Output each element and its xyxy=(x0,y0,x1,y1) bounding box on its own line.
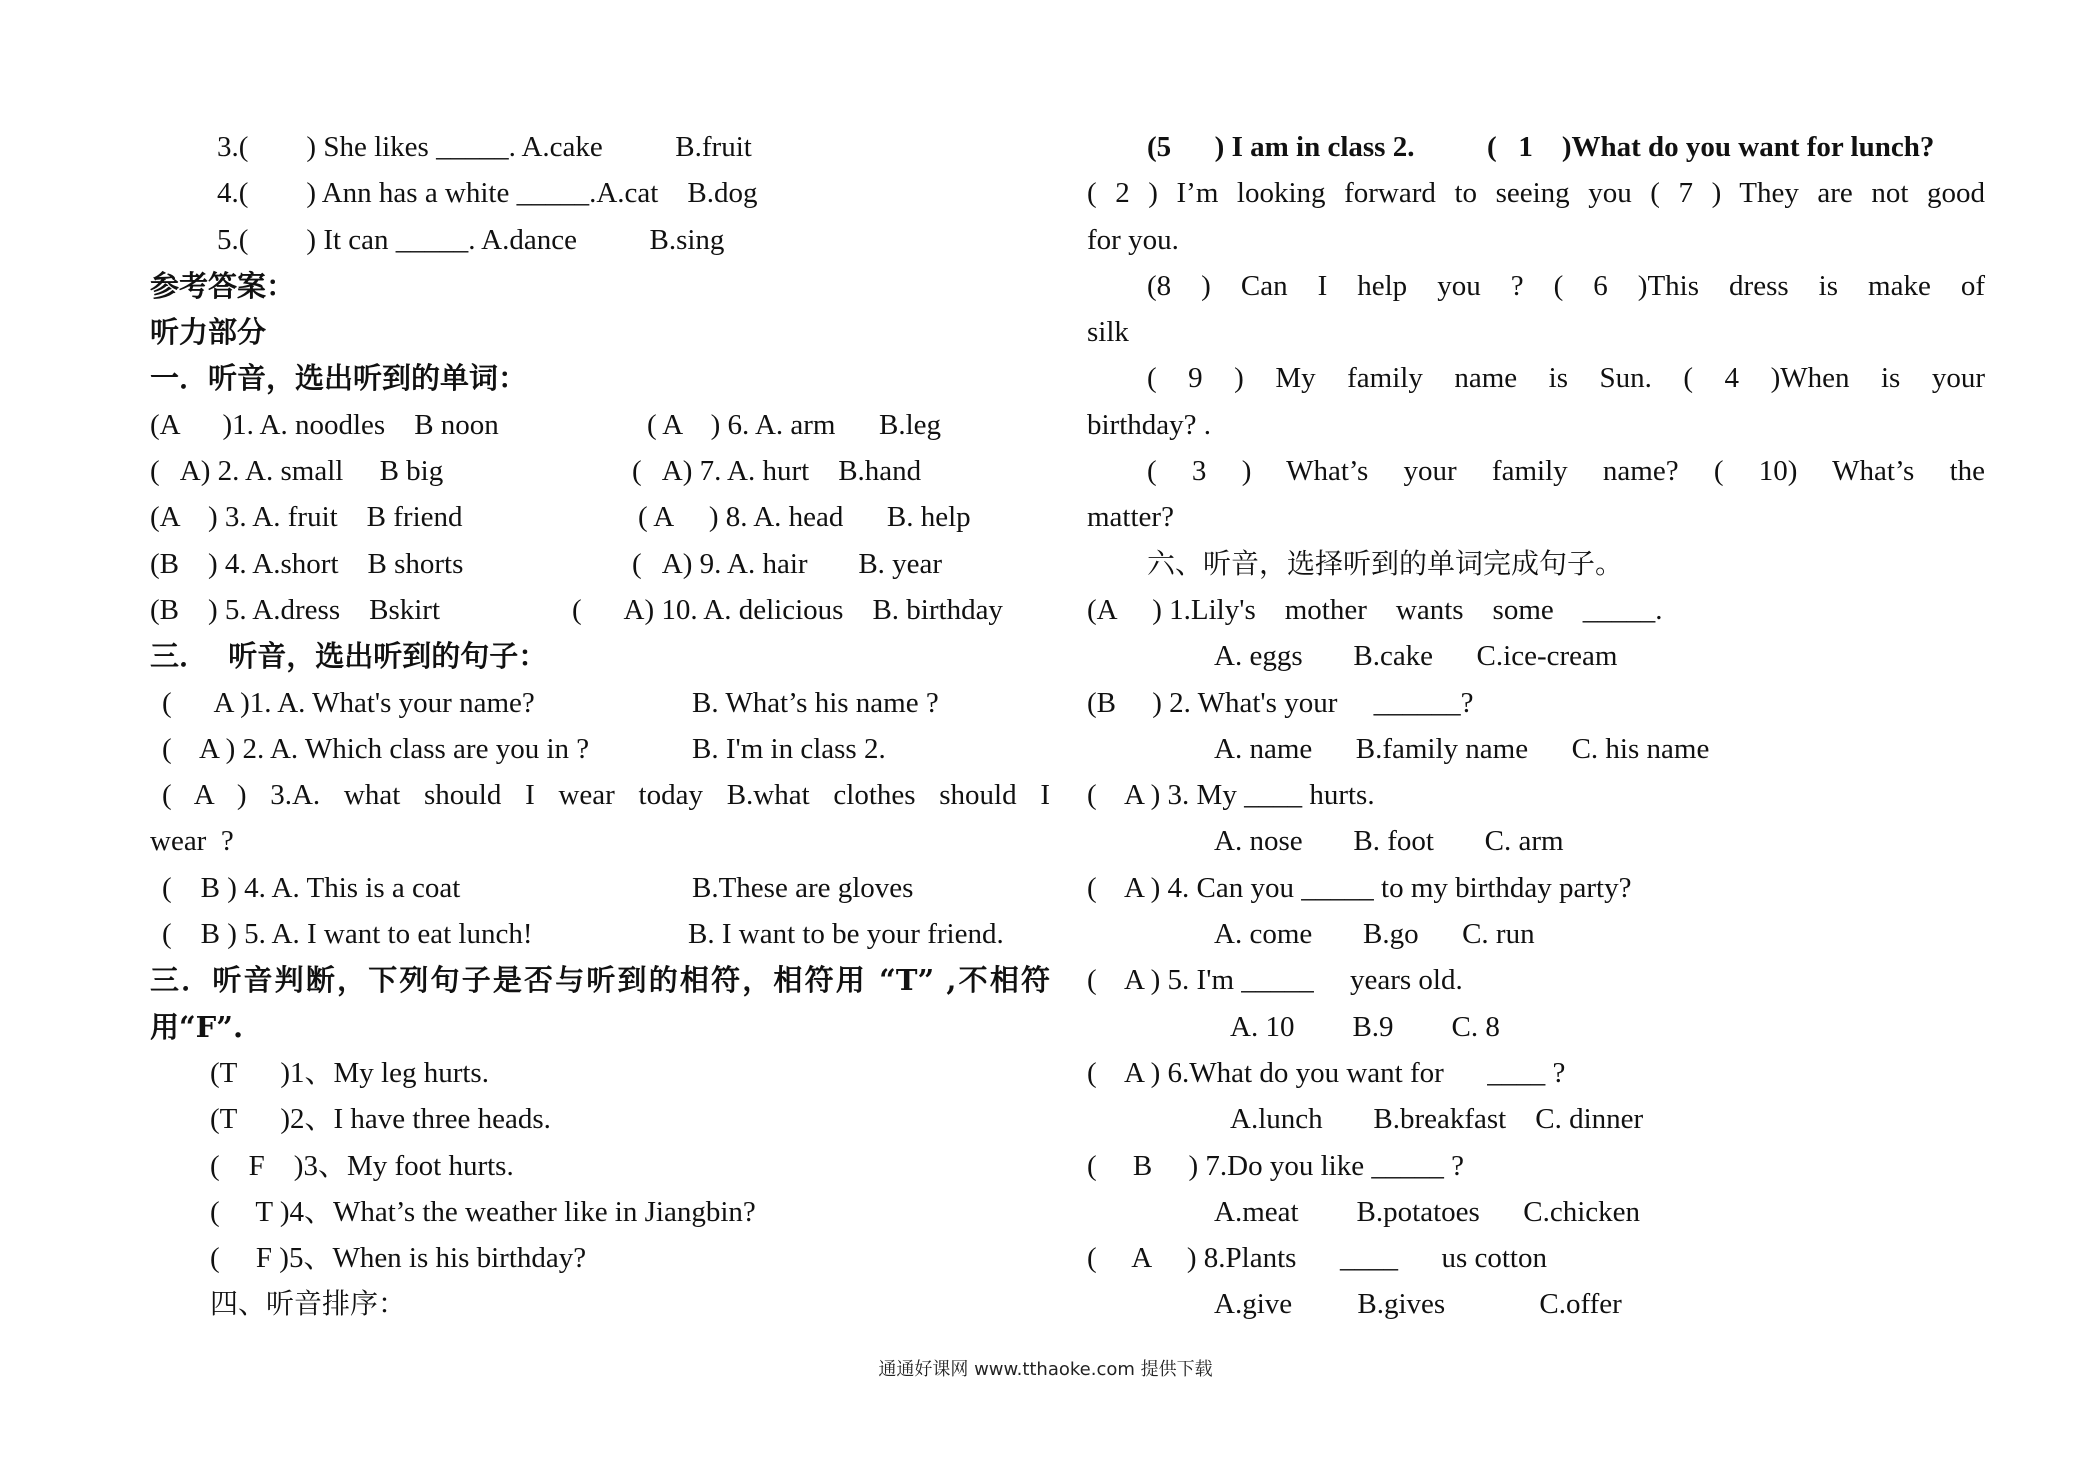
fill-question: ( A ) 5. I'm _____ years old. xyxy=(1087,964,1463,997)
answers-heading: 参考答案： xyxy=(150,268,296,303)
answer-row: ( A) 2. A. small B big ( A) 7. A. hurt B.hand xyxy=(150,455,922,488)
question-line: 3.( ) She likes _____. A.cake B.fruit xyxy=(217,131,752,163)
fill-options: A. name B.family name C. his name xyxy=(1214,732,1710,765)
section-six-heading: 六、听音，选择听到的单词完成句子。 xyxy=(1147,546,1624,580)
section-three-b-heading-continued: 用“F”. xyxy=(150,1009,244,1044)
fill-question: (B ) 2. What's your ______? xyxy=(1087,686,1474,719)
left-column xyxy=(150,124,1050,1328)
fill-options: A. eggs B.cake C.ice-cream xyxy=(1214,640,1618,673)
ordering-answer-continued: birthday? . xyxy=(1087,408,1212,441)
question-line: 5.( ) It can _____. A.dance B.sing xyxy=(217,223,725,256)
tf-answer: (T )2、I have three heads. xyxy=(210,1103,551,1136)
ordering-answer: ( 3 ) What’s your family name? ( 10) What’s the xyxy=(1147,455,1985,488)
ordering-answer-continued: for you. xyxy=(1087,223,1179,256)
fill-options: A.lunch B.breakfast C. dinner xyxy=(1230,1103,1644,1136)
fill-options: A. come B.go C. run xyxy=(1214,918,1535,951)
answer-row-continued: wear ? xyxy=(150,825,234,858)
section-three-b-heading: 三．听音判断，下列句子是否与听到的相符，相符用 “T” ,不相符 xyxy=(150,963,1050,998)
fill-options: A. 10 B.9 C. 8 xyxy=(1230,1010,1500,1043)
fill-question: ( B ) 7.Do you like _____ ? xyxy=(1087,1149,1464,1182)
fill-question: ( A ) 8.Plants ____ us cotton xyxy=(1087,1242,1547,1275)
answer-row: ( A )1. A. What's your name? B. What’s his name ? xyxy=(162,686,939,719)
ordering-answer: (5 ) I am in class 2. ( 1 )What do you want for lunch? xyxy=(1147,131,1935,163)
section-three-heading: 三． 听音，选出听到的句子： xyxy=(150,639,548,674)
fill-question: ( A ) 6.What do you want for ____ ? xyxy=(1087,1056,1566,1089)
tf-answer: (T )1、My leg hurts. xyxy=(210,1056,489,1089)
fill-question: ( A ) 3. My ____ hurts. xyxy=(1087,779,1375,812)
answer-row: (B ) 4. A.short B shorts ( A) 9. A. hair B. year xyxy=(150,547,943,580)
ordering-answer: ( 2 ) I’m looking forward to seeing you ( 7 ) They are not good xyxy=(1087,177,1985,210)
answer-row: (B ) 5. A.dress Bskirt ( A) 10. A. delicious B. birthday xyxy=(150,593,1003,626)
tf-answer: ( T )4、What’s the weather like in Jiangbin? xyxy=(210,1195,756,1228)
answer-row: ( A ) 3.A. what should I wear today B.what clothes should I xyxy=(162,779,1050,812)
page-footer: 通通好课网 www.tthaoke.com 提供下载 xyxy=(878,1359,1213,1380)
right-column xyxy=(1087,124,1985,1328)
answer-row: (A )1. A. noodles B noon ( A ) 6. A. arm B.leg xyxy=(150,408,942,441)
answer-row: (A ) 3. A. fruit B friend ( A ) 8. A. head B. help xyxy=(150,501,971,534)
answer-row: ( B ) 4. A. This is a coat B.These are gloves xyxy=(162,871,914,904)
fill-options: A.give B.gives C.offer xyxy=(1214,1288,1622,1321)
fill-question: (A ) 1.Lily's mother wants some _____. xyxy=(1087,593,1663,626)
question-line: 4.( ) Ann has a white _____.A.cat B.dog xyxy=(217,177,758,210)
tf-answer: ( F )3、My foot hurts. xyxy=(210,1149,514,1182)
fill-question: ( A ) 4. Can you _____ to my birthday party? xyxy=(1087,871,1632,904)
listening-heading: 听力部分 xyxy=(150,315,267,350)
section-one-heading: 一．听音，选出听到的单词： xyxy=(150,361,528,396)
tf-answer: ( F )5、When is his birthday? xyxy=(210,1242,587,1275)
answer-row: ( A ) 2. A. Which class are you in ? B. I'm in class 2. xyxy=(162,732,886,765)
answer-row: ( B ) 5. A. I want to eat lunch! B. I want to be your friend. xyxy=(162,918,1004,951)
ordering-answer-continued: silk xyxy=(1087,316,1129,349)
fill-options: A.meat B.potatoes C.chicken xyxy=(1214,1195,1641,1228)
ordering-answer: ( 9 ) My family name is Sun. ( 4 )When is your xyxy=(1147,362,1985,395)
fill-options: A. nose B. foot C. arm xyxy=(1214,825,1564,858)
ordering-answer-continued: matter? xyxy=(1087,501,1174,534)
ordering-answer: (8 ) Can I help you ? ( 6 )This dress is make of xyxy=(1147,269,1985,302)
section-four-heading: 四、听音排序： xyxy=(210,1287,407,1321)
